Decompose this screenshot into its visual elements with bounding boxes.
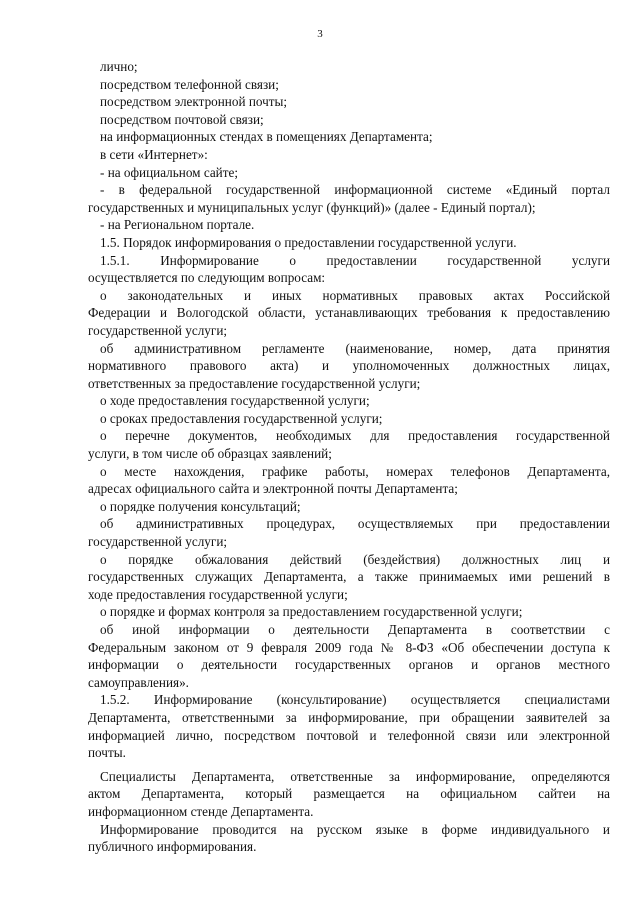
text-line: о порядке получения консультаций;: [100, 498, 301, 514]
text-line: о ходе предоставления государственной услуги;: [100, 393, 370, 409]
text-line: 1.5. Порядок информирования о предоставлении государственной услуги.: [100, 234, 517, 250]
text-line: о сроках предоставления государственной услуги;: [100, 410, 383, 426]
text-line: самоуправления».: [88, 674, 189, 690]
text-line: Федеральным законом от 9 февраля 2009 года № 8-ФЗ «Об обеспечении доступа к: [88, 639, 610, 655]
text-line: актом Департамента, который размещается на официальном сайтеи на: [88, 786, 610, 802]
document-body: [88, 58, 610, 856]
text-line: 1.5.2. Информирование (консультирование) осуществляется специалистами: [100, 692, 610, 708]
page-number: 3: [317, 28, 323, 40]
text-line: о порядке и формах контроля за предоставлением государственной услуги;: [100, 604, 523, 620]
text-line: ответственных за предоставление государственной услуги;: [88, 375, 421, 391]
text-line: Департамента, ответственными за информирование, при обращении заявителей за: [88, 709, 610, 725]
text-line: посредством электронной почты;: [100, 94, 288, 110]
text-line: почты.: [88, 745, 126, 761]
text-line: информационном стенде Департамента.: [88, 803, 314, 819]
text-line: 1.5.1. Информирование о предоставлении государственной услуги: [100, 252, 610, 268]
text-line: об административных процедурах, осуществляемых при предоставлении: [100, 516, 610, 532]
text-line: о порядке обжалования действий (бездействия) должностных лиц и: [100, 551, 610, 567]
text-line: об иной информации о деятельности Департамента в соответствии с: [100, 622, 610, 637]
text-line: в сети «Интернет»:: [100, 146, 208, 162]
text-line: о законодательных и иных нормативных правовых актах Российской: [100, 287, 610, 303]
text-line: осуществляется по следующим вопросам:: [88, 270, 326, 286]
text-line: услуги, в том числе об образцах заявлений;: [88, 446, 332, 462]
text-line: Информирование проводится на русском языке в форме индивидуального и: [100, 821, 610, 837]
text-line: на информационных стендах в помещениях Департамента;: [100, 129, 433, 145]
text-line: посредством почтовой связи;: [100, 111, 264, 127]
text-line: Федерации и Вологодской области, устанавливающих требования к предоставлению: [88, 305, 610, 321]
text-line: государственных и муниципальных услуг (функций)» (далее - Единый портал);: [88, 199, 536, 215]
text-line: Специалисты Департамента, ответственные за информирование, определяются: [100, 768, 610, 784]
text-line: государственной услуги;: [88, 534, 228, 550]
text-line: о перечне документов, необходимых для предоставления государственной: [100, 428, 610, 444]
text-line: о месте нахождения, графике работы, номерах телефонов Департамента,: [100, 463, 610, 479]
text-line: - в федеральной государственной информационной системе «Единый портал: [100, 182, 610, 198]
text-line: лично;: [100, 59, 138, 74]
text-line: государственных служащих Департамента, а также принимаемых ими решений в: [88, 569, 610, 585]
text-line: информации о деятельности государственных органов и органов местного: [88, 657, 610, 673]
text-line: об административном регламенте (наименование, номер, дата принятия: [100, 340, 610, 356]
text-line: адресах официального сайта и электронной почты Департамента;: [88, 481, 458, 497]
text-line: - на Региональном портале.: [100, 217, 255, 233]
text-line: посредством телефонной связи;: [100, 76, 279, 92]
text-line: нормативного правового акта) и уполномоченных должностных лицах,: [88, 358, 610, 374]
text-line: информацией лично, посредством почтовой и телефонной связи или электронной: [88, 727, 610, 743]
text-line: ходе предоставления государственной услуги;: [88, 586, 348, 602]
text-line: публичного информирования.: [88, 839, 257, 855]
text-line: государственной услуги;: [88, 322, 228, 338]
text-line: - на официальном сайте;: [100, 164, 239, 180]
